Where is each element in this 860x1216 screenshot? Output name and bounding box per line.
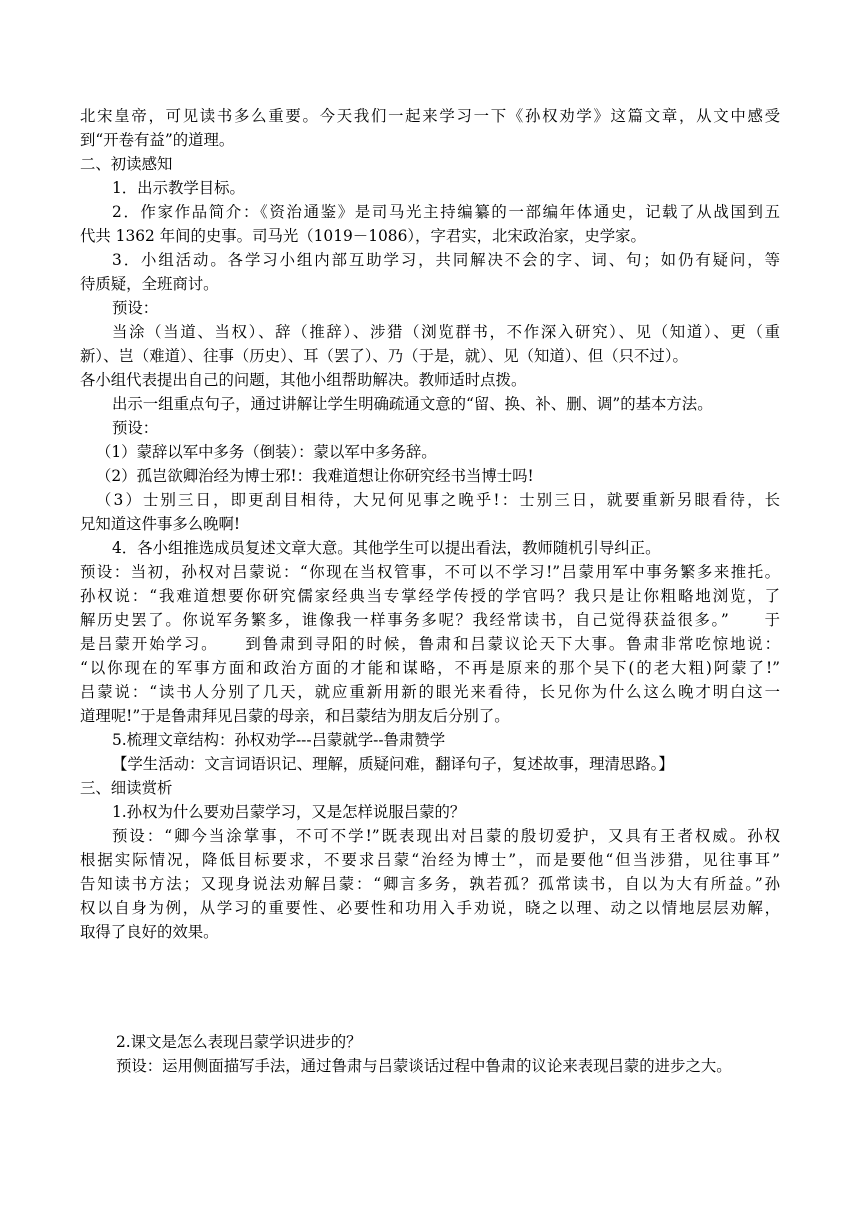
text-line: （2）孤岂欲卿治经为博士邪!：我难道想让你研究经书当博士吗! <box>96 467 534 485</box>
section-heading: 二、初读感知 <box>80 155 173 173</box>
text-line: 是吕蒙开始学习。 到鲁肃到寻阳的时候，鲁肃和吕蒙议论天下大事。鲁肃非常吃惊地说： <box>80 635 780 653</box>
text-line: 兄知道这件事多么晚啊! <box>80 515 241 533</box>
text-line: （3）士别三日，即更刮目相待，大兄何见事之晚乎!：士别三日，就要重新另眼看待，长 <box>96 491 780 509</box>
text-line: 各小组代表提出自己的问题，其他小组帮助解决。教师适时点拨。 <box>80 371 527 389</box>
text-line: 2．作家作品简介：《资治通鉴》是司马光主持编纂的一部编年体通史，记载了从战国到五 <box>112 203 780 221</box>
text-line: 吕蒙说：“读书人分别了几天，就应重新用新的眼光来看待，长兄你为什么这么晚才明白这一 <box>80 683 780 701</box>
text-line: 预设： <box>112 299 159 317</box>
text-line: 道理呢!”于是鲁肃拜见吕蒙的母亲，和吕蒙结为朋友后分别了。 <box>80 707 510 725</box>
text-line: 1.孙权为什么要劝吕蒙学习，又是怎样说服吕蒙的？ <box>112 803 466 821</box>
text-line: 新）、岂（难道）、往事（历史）、耳（罢了）、乃（于是，就）、见（知道）、但（只不过）。 <box>80 347 688 365</box>
text-line: 取得了良好的效果。 <box>80 923 219 941</box>
text-line: 根据实际情况，降低目标要求，不要求吕蒙“治经为博士”，而是要他“但当涉猎，见往事耳” <box>80 851 780 869</box>
text-line: 4．各小组推选成员复述文章大意。其他学生可以提出看法，教师随机引导纠正。 <box>112 539 661 557</box>
text-line: 预设：“卿今当涂掌事，不可不学!”既表现出对吕蒙的殷切爱护，又具有王者权威。孙权 <box>112 827 780 845</box>
text-line: 权以自身为例，从学习的重要性、必要性和功用入手劝说，晓之以理、动之以情地层层劝解， <box>80 899 780 917</box>
text-line: 2.课文是怎么表现吕蒙学识进步的？ <box>116 1033 362 1051</box>
text-line: 告知读书方法；又现身说法劝解吕蒙：“卿言多务，孰若孤？孤常读书，自以为大有所益。”孙 <box>80 875 780 893</box>
text-line: 当涂（当道、当权）、辞（推辞）、涉猎（浏览群书，不作深入研究）、见（知道）、更（重 <box>112 323 780 341</box>
text-line: （1）蒙辞以军中多务（倒装）：蒙以军中多务辞。 <box>96 443 437 461</box>
text-line: 到“开卷有益”的道理。 <box>80 131 235 149</box>
text-line: 预设： <box>112 419 159 437</box>
text-line: 待质疑，全班商讨。 <box>80 275 219 293</box>
text-line: 预设：运用侧面描写手法，通过鲁肃与吕蒙谈话过程中鲁肃的议论来表现吕蒙的进步之大。 <box>116 1057 732 1075</box>
text-line: 出示一组重点句子，通过讲解让学生明确疏通文意的“留、换、补、删、调”的基本方法。 <box>112 395 713 413</box>
text-line: 1．出示教学目标。 <box>112 179 245 197</box>
text-line: 预设：当初，孙权对吕蒙说：“你现在当权管事，不可以不学习!”吕蒙用军中事务繁多来推托。 <box>80 563 780 581</box>
text-line: 5.梳理文章结构：孙权劝学---吕蒙就学--鲁肃赞学 <box>112 731 446 749</box>
text-line: “以你现在的军事方面和政治方面的才能和谋略，不再是原来的那个吴下(的老大粗)阿蒙了!” <box>80 659 780 677</box>
text-line: 【学生活动：文言词语识记、理解，质疑问难，翻译句子，复述故事，理清思路。】 <box>112 755 674 773</box>
text-line: 孙权说：“我难道想要你研究儒家经典当专掌经学传授的学官吗？我只是让你粗略地浏览，了 <box>80 587 780 605</box>
text-line: 解历史罢了。你说军务繁多，谁像我一样事务多呢？我经常读书，自己觉得获益很多。” 于 <box>80 611 780 629</box>
text-line: 代共 1362 年间的史事。司马光（1019－1086），字君实，北宋政治家，史学家。 <box>80 227 646 245</box>
section-heading: 三、细读赏析 <box>80 779 173 797</box>
text-line: 3．小组活动。各学习小组内部互助学习，共同解决不会的字、词、句；如仍有疑问，等 <box>112 251 780 269</box>
text-line: 北宋皇帝，可见读书多么重要。今天我们一起来学习一下《孙权劝学》这篇文章，从文中感受 <box>80 107 780 125</box>
